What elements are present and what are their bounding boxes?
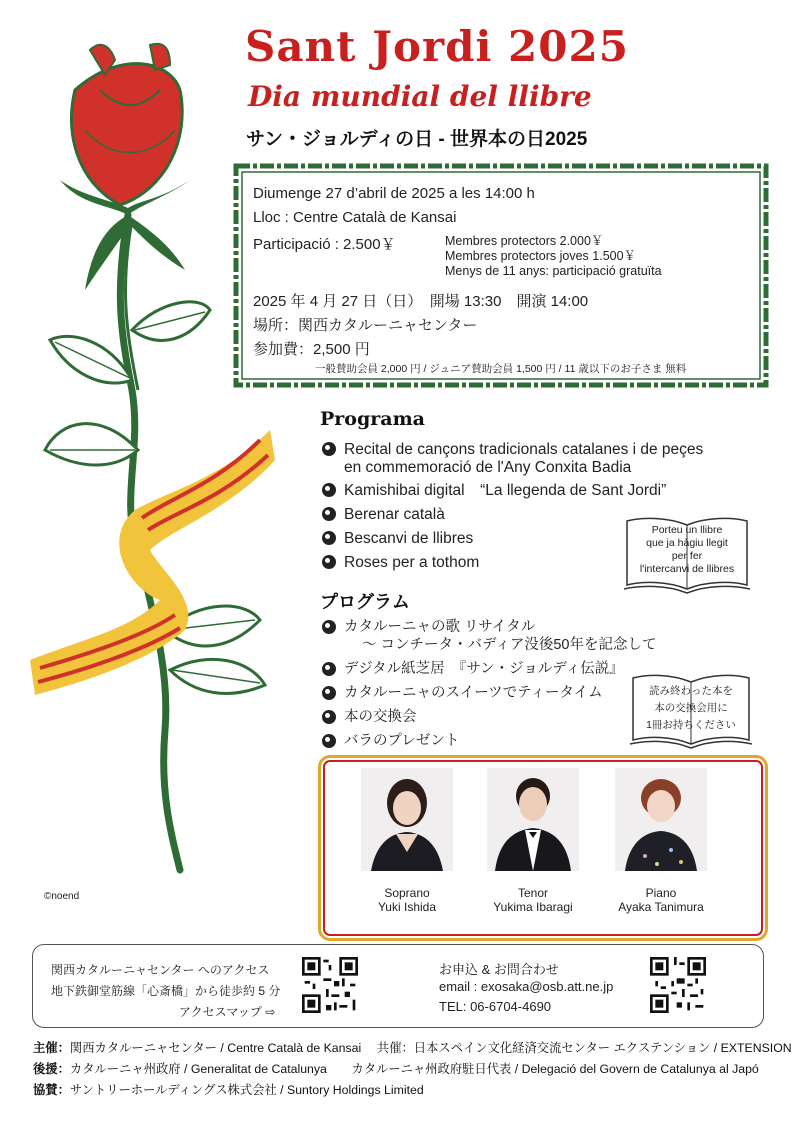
book-note-japanese: 読み終わった本を 本の交換会用に 1冊お持ちください [646, 685, 736, 731]
artists-panel [318, 755, 768, 941]
access-map-qr-code[interactable] [302, 957, 358, 1013]
artist-card: Tenor Yukima Ibaragi [487, 768, 579, 914]
fee-note-catalan-1: Membres protectors 2.000￥ [445, 234, 604, 248]
rose-bullet-icon [322, 507, 336, 521]
artist-photo-pianist [615, 768, 707, 871]
fee-note-catalan-2: Membres protectors joves 1.500￥ [445, 249, 637, 263]
programa-catalan-heading: Programa [320, 408, 425, 430]
artist-photo-soprano [361, 768, 453, 871]
access-contact-box [32, 944, 764, 1028]
contact-heading: お申込 & お問合わせ [439, 962, 559, 977]
rose-bullet-icon [322, 483, 336, 497]
book-note-catalan: Porteu un llibre que ja hàgiu llegit per fer l'intercanvi de llibres [639, 524, 735, 575]
rose-bullet-icon [322, 662, 336, 676]
rose-bullet-icon [322, 710, 336, 724]
event-subtitle-catalan: Dia mundial del llibre [248, 80, 592, 113]
date-catalan: Diumenge 27 d’abril de 2025 a les 14:00 h [253, 185, 535, 202]
event-title: Sant Jordi 2025 [245, 22, 629, 71]
rose-bullet-icon [322, 620, 336, 634]
artist-photo-tenor [487, 768, 579, 871]
fee-note-japanese: 一般賛助会員 2,000 円 / ジュニア賛助会員 1,500 円 / 11 歳以下のお子さま 無料 [315, 363, 687, 375]
rose-illustration [20, 30, 320, 890]
rose-bullet-icon [322, 442, 336, 456]
contact-phone[interactable]: TEL: 06-6704-4690 [439, 999, 552, 1014]
fee-note-catalan-3: Menys de 11 anys: participació gratuïta [445, 264, 662, 278]
contact-qr-code[interactable] [650, 957, 706, 1013]
access-map-link[interactable]: アクセスマップ ⇨ [179, 1005, 276, 1019]
credit-sponsors: 協賛：サントリーホールディングス株式会社 / Suntory Holdings Limited [33, 1083, 424, 1097]
rose-bullet-icon [322, 686, 336, 700]
event-info-box [233, 163, 769, 388]
credit-supporters: 後援：カタルーニャ州政府 / Generalitat de Catalunya カタルーニャ州政府駐日代表 / Delegació del Govern de Catalunya al Japó [33, 1062, 759, 1076]
access-heading: 関西カタルーニャセンター へのアクセス [51, 963, 270, 977]
artist-card: Soprano Yuki Ishida [361, 768, 453, 914]
programa-japanese-heading: プログラム [320, 592, 410, 613]
rose-bullet-icon [322, 555, 336, 569]
place-catalan: Lloc : Centre Català de Kansai [253, 209, 457, 226]
illustration-copyright: ©noend [44, 891, 80, 902]
rose-bullet-icon [322, 531, 336, 545]
event-subtitle-japanese: サン・ジョルディの日 - 世界本の日2025 [246, 129, 588, 150]
rose-bullet-icon [322, 734, 336, 748]
date-japanese: 2025 年 4 月 27 日（日） 開場 13:30 開演 14:00 [253, 293, 589, 310]
fee-japanese: 参加費：2,500 円 [253, 341, 370, 358]
credit-organizers: 主催：関西カタルーニャセンター / Centre Català de Kansai 共催：日本スペイン文化経済交流センター エクステンション / EXTENSION [33, 1041, 792, 1055]
artist-card: Piano Ayaka Tanimura [615, 768, 707, 914]
place-japanese: 場所：関西カタルーニャセンター [253, 317, 478, 334]
contact-email[interactable]: email : exosaka@osb.att.ne.jp [439, 979, 614, 994]
access-directions: 地下鉄御堂筋線「心斎橋」から徒歩約 5 分 [51, 984, 281, 998]
fee-catalan: Participació : 2.500￥ [253, 236, 396, 253]
